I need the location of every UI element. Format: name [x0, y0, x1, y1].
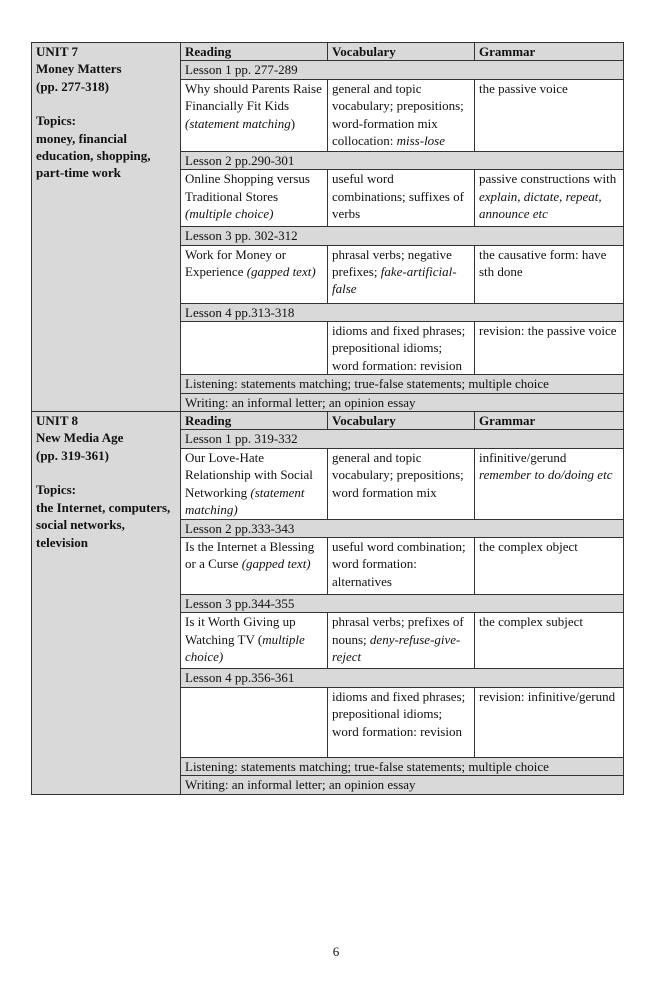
unit-pages: (pp. 319-361) [36, 447, 109, 463]
text-segment: Is it Worth Giving up Watching TV ( [185, 614, 296, 647]
lesson-reading-cell [181, 245, 328, 303]
unit-name: New Media Age [36, 430, 124, 446]
lesson-vocabulary-cell [328, 537, 475, 594]
lesson-title: Lesson 3 pp. 302-312 [181, 227, 624, 245]
text-segment: Work for Money or Experience [185, 246, 287, 280]
lesson-grammar-cell [475, 79, 624, 151]
text-segment: infinitive/gerund [479, 449, 567, 465]
text-segment: Our Love-Hate Relationship with Social Networking [185, 449, 313, 500]
text-segment: (statement matching) [185, 484, 305, 518]
lesson-title: Lesson 4 pp.356-361 [181, 669, 624, 687]
lesson-vocabulary-cell [328, 613, 475, 669]
column-header-vocabulary: Vocabulary [328, 43, 475, 61]
text-segment: deny-refuse-give-reject [332, 631, 461, 665]
unit-info-cell [32, 412, 181, 794]
column-header-reading: Reading [181, 412, 328, 430]
text-segment: (multiple choice) [185, 206, 274, 222]
topics-list: the Internet, computers, social networks, television [36, 499, 171, 550]
topics-list: money, financial education, shopping, part-time work [36, 130, 151, 181]
text-segment: useful word combination; word formation: alternatives [332, 538, 466, 589]
text-segment: phrasal verbs; prefixes of nouns; [332, 614, 464, 647]
lesson-reading-cell [181, 687, 328, 757]
lesson-title: Lesson 3 pp.344-355 [181, 594, 624, 612]
column-header-grammar: Grammar [475, 412, 624, 430]
lesson-grammar-cell [475, 448, 624, 519]
text-segment: the causative form: have sth done [479, 246, 607, 280]
column-header-grammar: Grammar [475, 43, 624, 61]
lesson-vocabulary-cell [328, 245, 475, 303]
lesson-title: Lesson 4 pp.313-318 [181, 303, 624, 321]
text-segment: phrasal verbs; negative prefixes; [332, 246, 452, 280]
lesson-vocabulary-cell [328, 170, 475, 227]
writing-tasks: Writing: an informal letter; an opinion essay [181, 393, 624, 411]
lesson-vocabulary-cell [328, 687, 475, 757]
text-segment: ) [290, 115, 296, 131]
unit-title: UNIT 7 [36, 44, 79, 59]
unit-info-cell [32, 43, 181, 412]
unit-pages: (pp. 277-318) [36, 78, 109, 94]
header-row [32, 412, 624, 430]
text-segment: revision: infinitive/gerund [479, 688, 616, 704]
listening-tasks: Listening: statements matching; true-false statements; multiple choice [181, 375, 624, 393]
lesson-reading-cell [181, 322, 328, 375]
lesson-grammar-cell [475, 245, 624, 303]
text-segment: Online Shopping versus Traditional Stores [185, 171, 310, 204]
lesson-reading-cell [181, 537, 328, 594]
column-header-vocabulary: Vocabulary [328, 412, 475, 430]
writing-tasks: Writing: an informal letter; an opinion essay [181, 776, 624, 794]
unit-title: UNIT 8 [36, 413, 79, 429]
lesson-grammar-cell [475, 537, 624, 594]
lesson-grammar-cell [475, 687, 624, 757]
lesson-reading-cell [181, 79, 328, 151]
unit-name: Money Matters [36, 61, 122, 77]
text-segment: Why should Parents Raise Financially Fit Kids [185, 80, 322, 114]
text-segment: remember to do/doing etc [479, 467, 613, 483]
text-segment: useful word combinations; suffixes of verbs [332, 171, 464, 222]
syllabus-table [31, 42, 624, 795]
text-segment: the complex object [479, 538, 578, 554]
lesson-reading-cell [181, 613, 328, 669]
text-segment: general and topic vocabulary; prepositions; word-formation mix collocation: [332, 80, 464, 149]
page-number: 6 [332, 944, 340, 959]
lesson-reading-cell [181, 448, 328, 519]
lesson-vocabulary-cell [328, 79, 475, 151]
text-segment: (statement matching [185, 115, 291, 131]
lesson-reading-cell [181, 170, 328, 227]
text-segment: idioms and fixed phrases; prepositional idioms; word formation: revision [332, 688, 466, 739]
column-header-reading: Reading [181, 43, 328, 61]
text-segment: passive constructions with [479, 171, 617, 187]
text-segment: Is the Internet a Blessing or a Curse [185, 538, 315, 572]
lesson-grammar-cell [475, 322, 624, 375]
text-segment: miss-lose [396, 133, 446, 149]
text-segment: multiple choice) [185, 631, 305, 665]
lesson-grammar-cell [475, 613, 624, 669]
text-segment: revision: the passive voice [479, 323, 617, 339]
lesson-grammar-cell [475, 170, 624, 227]
topics-heading: Topics: [36, 113, 76, 129]
lesson-title: Lesson 2 pp.290-301 [181, 151, 624, 169]
lesson-vocabulary-cell [328, 322, 475, 375]
lesson-title: Lesson 2 pp.333-343 [181, 519, 624, 537]
text-segment: (gapped text) [241, 556, 311, 572]
text-segment: (gapped text) [246, 264, 316, 280]
topics-heading: Topics: [36, 482, 76, 498]
header-row [32, 43, 624, 61]
lesson-title: Lesson 1 pp. 319-332 [181, 430, 624, 448]
text-segment: explain, dictate, repeat, announce etc [479, 188, 602, 222]
lesson-vocabulary-cell [328, 448, 475, 519]
listening-tasks: Listening: statements matching; true-false statements; multiple choice [181, 757, 624, 775]
text-segment: idioms and fixed phrases; prepositional idioms; word formation: revision [332, 323, 466, 373]
lesson-title: Lesson 1 pp. 277-289 [181, 61, 624, 79]
text-segment: fake-artificial-false [332, 264, 457, 297]
text-segment: general and topic vocabulary; prepositions; word formation mix [332, 449, 464, 500]
text-segment: the complex subject [479, 614, 583, 630]
text-segment: the passive voice [479, 80, 568, 96]
